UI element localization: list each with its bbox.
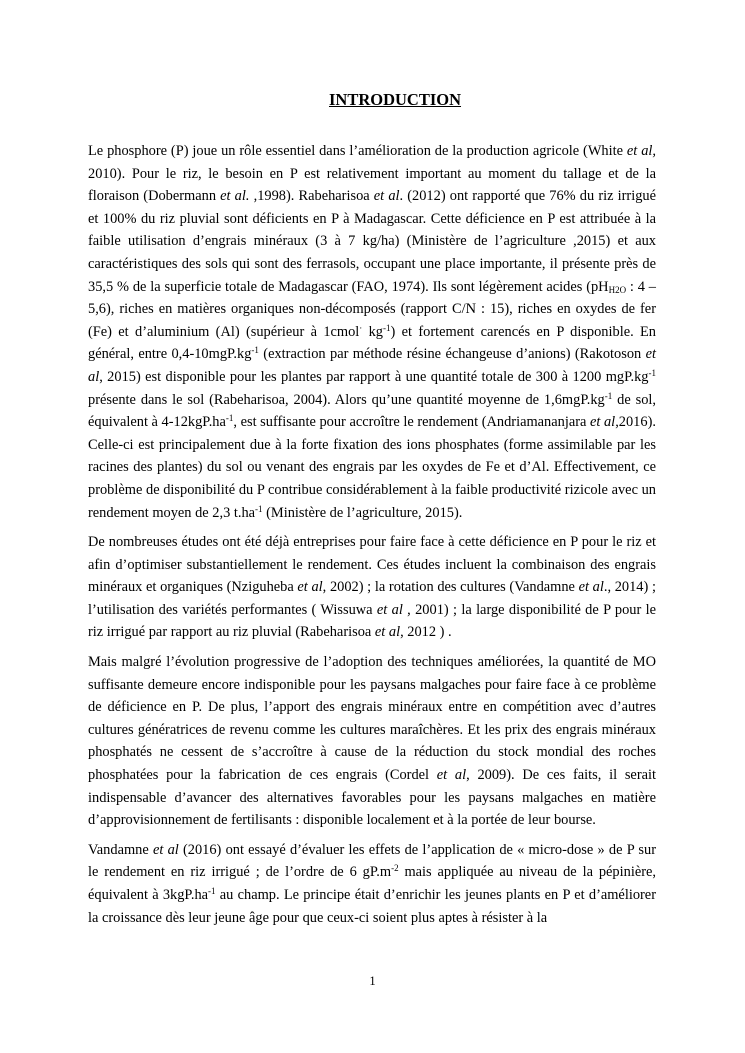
- page-number: 1: [369, 974, 376, 988]
- page-title: INTRODUCTION: [328, 90, 462, 109]
- paragraph-3: Mais malgré l’évolution progressive de l’adoption des techniques améliorées, la quantité de MO suffisante demeure encore indisponible pour les paysans malgaches pour faire face à ce problème de déficience en P. De plus, l’apport des engrais minéraux entre en compétition avec d’autres cultures génératrices de revenu comme les cultures maraîchères. Et les prix des engrais minéraux phosphatés ne cessent de s’accroître à cause de la réduction du stock mondial des roches phosphatées pour la fabrication de ces engrais (Cordel et al, 2009). De ces faits, il serait indispensable d’avancer des alternatives favorables pour les paysans malgaches en matière d’approvisionnement de fertilisants : disponible localement et à la portée de leur bourse.: [88, 654, 656, 829]
- paragraph-4: Vandamne et al (2016) ont essayé d’évaluer les effets de l’application de « micro-dose » de P sur le rendement en riz irrigué ; de l’ordre de 6 $gP.m^{-2}$ mais appliquée au niveau de la pépinière, équivalent à $3kgP.ha^{-1}$ au champ. Le principe était d’enrichir les jeunes plants en P et d’améliorer la croissance dès leur jeune âge pour que ceux-ci soient plus aptes à résister à la: [88, 841, 656, 926]
- paragraph-1: Le phosphore (P) joue un rôle essentiel dans l’amélioration de la production agricole (White et al, 2010). Pour le riz, le besoin en P est relativement important au moment du tallage et de la floraison (Dobermann et al. ,1998). Rabeharisoa et al. (2012) ont rapporté que 76% du riz irrigué et 100% du riz pluvial sont déficients en P à Madagascar. Cette déficience en P est attribuée à la faible utilisation d’engrais minéraux (3 à 7 kg/ha) (Ministère de l’agriculture ,2015) et aux caractéristiques des sols qui sont des ferrasols, occupant une place importante, il présente près de 35,5 % de la superficie totale de Madagascar (FAO, 1974). Ils sont légèrement acides ($pH_{H2O}$ : 4 – 5,6), riches en matières organiques non-décomposés (rapport C/N : 15), riches en oxydes de fer (Fe) et d’aluminium (Al) (supérieur à 1cmol· $kg^{-1}$) et fortement carencés en P disponible. En général, entre $0,4-10mgP.kg^{-1}$ (extraction par méthode résine échangeuse d’anions) (Rakotoson et al, 2015) est disponible pour les plantes par rapport à une quantité totale de 300 à 1200 $mgP.kg^{-1}$ présente dans le sol (Rabeharisoa, 2004). Alors qu’une quantité moyenne de $1,6mgP.kg^{-1}$ de sol, équivalent à $4-12kgP.ha^{-1}$, est suffisante pour accroître le rendement (Andriamananjara et al,2016). Celle-ci est principalement due à la forte fixation des ions phosphates (forme assimilable par les racines des plantes) du sol ou venant des engrais par les oxydes de Fe et d’Al. Effectivement, ce problème de disponibilité du P contribue considérablement à la faible productivité rizicole avec un rendement moyen de 2,3 $t.ha^{-1}$ (Ministère de l’agriculture, 2015).: [88, 143, 656, 521]
- body-text: [88, 140, 656, 936]
- paragraph-2: De nombreuses études ont été déjà entreprises pour faire face à cette déficience en P pour le riz et afin d’optimiser substantiellement le rendement. Ces études incluent la combinaison des engrais minéraux et organiques (Nziguheba et al, 2002) ; la rotation des cultures (Vandamne et al., 2014) ; l’utilisation des variétés performantes ( Wissuwa et al , 2001) ; la large disponibilité de P pour le riz irrigué par rapport au riz pluvial (Rabeharisoa et al, 2012 ) .: [88, 534, 656, 641]
